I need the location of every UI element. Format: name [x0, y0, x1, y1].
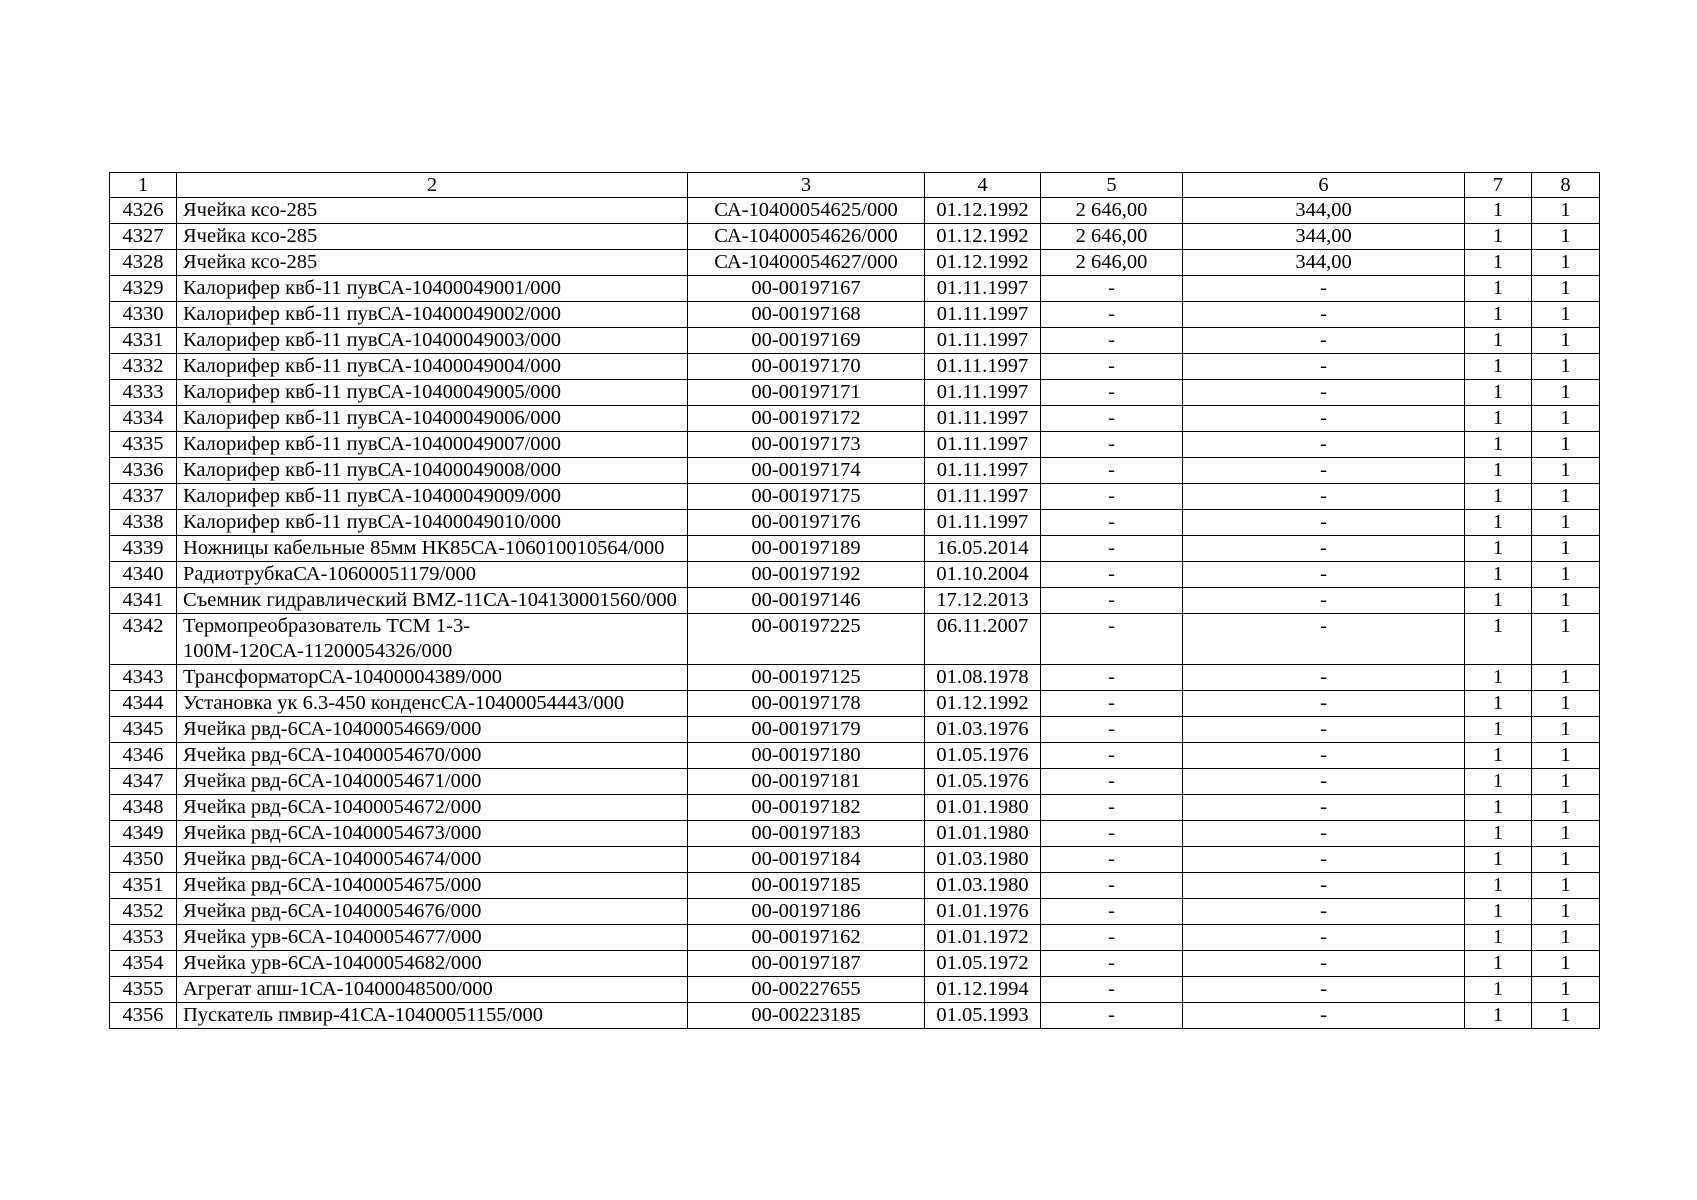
value-col8-cell: 1 — [1532, 743, 1600, 769]
item-name-cell: Ячейка рвд-6СА-10400054672/000 — [177, 795, 688, 821]
item-name-cell: Ножницы кабельные 85мм НК85СА-106010010564/000 — [177, 536, 688, 562]
row-number-cell: 4345 — [110, 717, 177, 743]
item-name-cell: Ячейка ксо-285 — [177, 224, 688, 250]
table-row — [110, 354, 1600, 380]
inventory-code-cell: 00-00197180 — [688, 743, 925, 769]
value-col5-cell: - — [1041, 1003, 1183, 1029]
value-col8-cell: 1 — [1532, 717, 1600, 743]
value-col8-cell: 1 — [1532, 977, 1600, 1003]
value-col7-cell: 1 — [1465, 717, 1532, 743]
value-col6-cell: - — [1183, 951, 1465, 977]
item-name-cell: Калорифер квб-11 пувСА-10400049006/000 — [177, 406, 688, 432]
item-name-cell: Калорифер квб-11 пувСА-10400049004/000 — [177, 354, 688, 380]
value-col8-cell: 1 — [1532, 795, 1600, 821]
item-name-cell: Калорифер квб-11 пувСА-10400049003/000 — [177, 328, 688, 354]
table-row — [110, 406, 1600, 432]
value-col7-cell: 1 — [1465, 977, 1532, 1003]
table-row — [110, 795, 1600, 821]
inventory-code-cell: 00-00197173 — [688, 432, 925, 458]
value-col7-cell: 1 — [1465, 665, 1532, 691]
value-col5-cell: - — [1041, 614, 1183, 665]
inventory-code-cell: 00-00197192 — [688, 562, 925, 588]
row-number-cell: 4352 — [110, 899, 177, 925]
value-col6-cell: - — [1183, 665, 1465, 691]
row-number-cell: 4349 — [110, 821, 177, 847]
row-number-cell: 4338 — [110, 510, 177, 536]
value-col7-cell: 1 — [1465, 691, 1532, 717]
inventory-code-cell: 00-00197189 — [688, 536, 925, 562]
inventory-code-cell: 00-00197171 — [688, 380, 925, 406]
inventory-code-cell: 00-00197174 — [688, 458, 925, 484]
table-row — [110, 588, 1600, 614]
value-col6-cell: - — [1183, 458, 1465, 484]
column-number: 6 — [1183, 173, 1465, 198]
inventory-code-cell: 00-00197168 — [688, 302, 925, 328]
value-col5-cell: - — [1041, 691, 1183, 717]
value-col6-cell: - — [1183, 536, 1465, 562]
value-col8-cell: 1 — [1532, 510, 1600, 536]
value-col7-cell: 1 — [1465, 743, 1532, 769]
row-number-cell: 4331 — [110, 328, 177, 354]
value-col7-cell: 1 — [1465, 562, 1532, 588]
date-cell: 01.11.1997 — [925, 484, 1041, 510]
value-col7-cell: 1 — [1465, 458, 1532, 484]
value-col6-cell: - — [1183, 380, 1465, 406]
table-row — [110, 250, 1600, 276]
value-col5-cell: - — [1041, 769, 1183, 795]
row-number-cell: 4337 — [110, 484, 177, 510]
date-cell: 01.03.1976 — [925, 717, 1041, 743]
inventory-code-cell: 00-00197185 — [688, 873, 925, 899]
date-cell: 01.11.1997 — [925, 406, 1041, 432]
inventory-code-cell: 00-00197182 — [688, 795, 925, 821]
table-row — [110, 717, 1600, 743]
value-col6-cell: - — [1183, 1003, 1465, 1029]
row-number-cell: 4351 — [110, 873, 177, 899]
value-col7-cell: 1 — [1465, 925, 1532, 951]
value-col6-cell: 344,00 — [1183, 224, 1465, 250]
value-col6-cell: - — [1183, 873, 1465, 899]
value-col5-cell: - — [1041, 276, 1183, 302]
value-col6-cell: - — [1183, 795, 1465, 821]
item-name-cell: Установка ук 6.3-450 конденсСА-10400054443/000 — [177, 691, 688, 717]
value-col7-cell: 1 — [1465, 769, 1532, 795]
inventory-code-cell: 00-00197175 — [688, 484, 925, 510]
date-cell: 01.10.2004 — [925, 562, 1041, 588]
item-name-cell: ТрансформаторСА-10400004389/000 — [177, 665, 688, 691]
value-col5-cell: - — [1041, 406, 1183, 432]
inventory-code-cell: 00-00197125 — [688, 665, 925, 691]
date-cell: 01.01.1972 — [925, 925, 1041, 951]
value-col8-cell: 1 — [1532, 821, 1600, 847]
inventory-code-cell: СА-10400054626/000 — [688, 224, 925, 250]
inventory-code-cell: 00-00197169 — [688, 328, 925, 354]
item-name-cell: Калорифер квб-11 пувСА-10400049005/000 — [177, 380, 688, 406]
value-col5-cell: - — [1041, 484, 1183, 510]
row-number-cell: 4354 — [110, 951, 177, 977]
inventory-code-cell: 00-00197187 — [688, 951, 925, 977]
date-cell: 01.11.1997 — [925, 510, 1041, 536]
value-col8-cell: 1 — [1532, 536, 1600, 562]
inventory-code-cell: 00-00197181 — [688, 769, 925, 795]
value-col6-cell: - — [1183, 432, 1465, 458]
inventory-code-cell: СА-10400054627/000 — [688, 250, 925, 276]
value-col5-cell: - — [1041, 847, 1183, 873]
value-col6-cell: - — [1183, 821, 1465, 847]
inventory-code-cell: 00-00197179 — [688, 717, 925, 743]
item-name-cell: Калорифер квб-11 пувСА-10400049009/000 — [177, 484, 688, 510]
value-col6-cell: - — [1183, 354, 1465, 380]
row-number-cell: 4343 — [110, 665, 177, 691]
table-row — [110, 951, 1600, 977]
value-col5-cell: - — [1041, 743, 1183, 769]
item-name-cell: Калорифер квб-11 пувСА-10400049010/000 — [177, 510, 688, 536]
row-number-cell: 4329 — [110, 276, 177, 302]
column-number: 5 — [1041, 173, 1183, 198]
column-number: 7 — [1465, 173, 1532, 198]
inventory-code-cell: 00-00197186 — [688, 899, 925, 925]
item-name-cell: Калорифер квб-11 пувСА-10400049002/000 — [177, 302, 688, 328]
value-col6-cell: - — [1183, 899, 1465, 925]
table-row — [110, 276, 1600, 302]
item-name-cell: Калорифер квб-11 пувСА-10400049008/000 — [177, 458, 688, 484]
value-col8-cell: 1 — [1532, 665, 1600, 691]
value-col7-cell: 1 — [1465, 588, 1532, 614]
value-col8-cell: 1 — [1532, 925, 1600, 951]
value-col8-cell: 1 — [1532, 406, 1600, 432]
item-name-cell: Агрегат апш-1СА-10400048500/000 — [177, 977, 688, 1003]
value-col8-cell: 1 — [1532, 951, 1600, 977]
item-name-cell: Калорифер квб-11 пувСА-10400049001/000 — [177, 276, 688, 302]
value-col7-cell: 1 — [1465, 873, 1532, 899]
row-number-cell: 4344 — [110, 691, 177, 717]
value-col8-cell: 1 — [1532, 224, 1600, 250]
table-row — [110, 224, 1600, 250]
table-row — [110, 484, 1600, 510]
row-number-cell: 4356 — [110, 1003, 177, 1029]
value-col5-cell: - — [1041, 354, 1183, 380]
value-col5-cell: 2 646,00 — [1041, 198, 1183, 224]
table-row — [110, 510, 1600, 536]
value-col6-cell: - — [1183, 925, 1465, 951]
row-number-cell: 4350 — [110, 847, 177, 873]
value-col6-cell: - — [1183, 614, 1465, 665]
value-col7-cell: 1 — [1465, 302, 1532, 328]
row-number-cell: 4330 — [110, 302, 177, 328]
value-col7-cell: 1 — [1465, 795, 1532, 821]
value-col5-cell: - — [1041, 380, 1183, 406]
value-col6-cell: - — [1183, 302, 1465, 328]
table-row — [110, 847, 1600, 873]
date-cell: 17.12.2013 — [925, 588, 1041, 614]
table-row — [110, 769, 1600, 795]
inventory-code-cell: 00-00197176 — [688, 510, 925, 536]
value-col7-cell: 1 — [1465, 328, 1532, 354]
table-row — [110, 691, 1600, 717]
table-row — [110, 665, 1600, 691]
table-body — [110, 173, 1600, 1029]
inventory-code-cell: 00-00197162 — [688, 925, 925, 951]
row-number-cell: 4340 — [110, 562, 177, 588]
value-col8-cell: 1 — [1532, 847, 1600, 873]
date-cell: 01.11.1997 — [925, 432, 1041, 458]
value-col7-cell: 1 — [1465, 847, 1532, 873]
value-col5-cell: - — [1041, 717, 1183, 743]
date-cell: 01.11.1997 — [925, 328, 1041, 354]
item-name-cell: Ячейка урв-6СА-10400054682/000 — [177, 951, 688, 977]
value-col6-cell: - — [1183, 562, 1465, 588]
item-name-cell: Ячейка рвд-6СА-10400054676/000 — [177, 899, 688, 925]
value-col8-cell: 1 — [1532, 562, 1600, 588]
value-col8-cell: 1 — [1532, 458, 1600, 484]
row-number-cell: 4348 — [110, 795, 177, 821]
date-cell: 01.03.1980 — [925, 847, 1041, 873]
table-row — [110, 328, 1600, 354]
row-number-cell: 4341 — [110, 588, 177, 614]
row-number-cell: 4326 — [110, 198, 177, 224]
item-name-cell: Ячейка ксо-285 — [177, 250, 688, 276]
date-cell: 01.11.1997 — [925, 302, 1041, 328]
item-name-cell: Съемник гидравлический BMZ-11СА-104130001560/000 — [177, 588, 688, 614]
inventory-code-cell: 00-00197184 — [688, 847, 925, 873]
value-col6-cell: - — [1183, 717, 1465, 743]
inventory-code-cell: 00-00197225 — [688, 614, 925, 665]
item-name-cell: Ячейка ксо-285 — [177, 198, 688, 224]
value-col8-cell: 1 — [1532, 691, 1600, 717]
row-number-cell: 4347 — [110, 769, 177, 795]
inventory-code-cell: 00-00197178 — [688, 691, 925, 717]
inventory-code-cell: 00-00227655 — [688, 977, 925, 1003]
item-name-cell: Ячейка рвд-6СА-10400054670/000 — [177, 743, 688, 769]
row-number-cell: 4342 — [110, 614, 177, 665]
item-name-cell: Ячейка урв-6СА-10400054677/000 — [177, 925, 688, 951]
date-cell: 06.11.2007 — [925, 614, 1041, 665]
value-col6-cell: 344,00 — [1183, 250, 1465, 276]
date-cell: 01.12.1994 — [925, 977, 1041, 1003]
value-col6-cell: - — [1183, 510, 1465, 536]
value-col8-cell: 1 — [1532, 354, 1600, 380]
value-col6-cell: - — [1183, 328, 1465, 354]
value-col8-cell: 1 — [1532, 250, 1600, 276]
column-number: 8 — [1532, 173, 1600, 198]
table-row — [110, 614, 1600, 665]
value-col7-cell: 1 — [1465, 224, 1532, 250]
table-row — [110, 380, 1600, 406]
row-number-cell: 4346 — [110, 743, 177, 769]
value-col7-cell: 1 — [1465, 951, 1532, 977]
inventory-code-cell: 00-00197172 — [688, 406, 925, 432]
inventory-table — [109, 172, 1600, 1029]
row-number-cell: 4333 — [110, 380, 177, 406]
date-cell: 01.01.1980 — [925, 821, 1041, 847]
value-col8-cell: 1 — [1532, 328, 1600, 354]
item-name-cell: Ячейка рвд-6СА-10400054671/000 — [177, 769, 688, 795]
value-col7-cell: 1 — [1465, 354, 1532, 380]
value-col5-cell: 2 646,00 — [1041, 250, 1183, 276]
row-number-cell: 4353 — [110, 925, 177, 951]
item-name-cell: РадиотрубкаСА-10600051179/000 — [177, 562, 688, 588]
value-col5-cell: - — [1041, 873, 1183, 899]
value-col7-cell: 1 — [1465, 614, 1532, 665]
value-col8-cell: 1 — [1532, 484, 1600, 510]
value-col8-cell: 1 — [1532, 873, 1600, 899]
inventory-code-cell: 00-00197167 — [688, 276, 925, 302]
value-col5-cell: - — [1041, 665, 1183, 691]
table-row — [110, 302, 1600, 328]
column-number: 2 — [177, 173, 688, 198]
inventory-code-cell: 00-00223185 — [688, 1003, 925, 1029]
date-cell: 01.01.1980 — [925, 795, 1041, 821]
value-col8-cell: 1 — [1532, 614, 1600, 665]
value-col5-cell: 2 646,00 — [1041, 224, 1183, 250]
item-name-cell: Ячейка рвд-6СА-10400054675/000 — [177, 873, 688, 899]
value-col5-cell: - — [1041, 899, 1183, 925]
value-col6-cell: - — [1183, 588, 1465, 614]
value-col8-cell: 1 — [1532, 588, 1600, 614]
item-name-cell: Ячейка рвд-6СА-10400054673/000 — [177, 821, 688, 847]
item-name-cell: Пускатель пмвир-41СА-10400051155/000 — [177, 1003, 688, 1029]
table-row — [110, 925, 1600, 951]
table-row — [110, 1003, 1600, 1029]
item-name-cell: Термопреобразователь ТСМ 1-3-100М-120СА-11200054326/000 — [177, 614, 688, 665]
table-row — [110, 562, 1600, 588]
value-col6-cell: - — [1183, 977, 1465, 1003]
row-number-cell: 4327 — [110, 224, 177, 250]
date-cell: 01.03.1980 — [925, 873, 1041, 899]
value-col7-cell: 1 — [1465, 198, 1532, 224]
value-col8-cell: 1 — [1532, 432, 1600, 458]
value-col5-cell: - — [1041, 821, 1183, 847]
value-col6-cell: - — [1183, 769, 1465, 795]
value-col6-cell: - — [1183, 484, 1465, 510]
value-col7-cell: 1 — [1465, 510, 1532, 536]
date-cell: 01.11.1997 — [925, 276, 1041, 302]
value-col5-cell: - — [1041, 588, 1183, 614]
value-col7-cell: 1 — [1465, 484, 1532, 510]
value-col7-cell: 1 — [1465, 899, 1532, 925]
value-col7-cell: 1 — [1465, 536, 1532, 562]
value-col8-cell: 1 — [1532, 769, 1600, 795]
row-number-cell: 4328 — [110, 250, 177, 276]
value-col5-cell: - — [1041, 328, 1183, 354]
value-col6-cell: 344,00 — [1183, 198, 1465, 224]
value-col7-cell: 1 — [1465, 1003, 1532, 1029]
date-cell: 01.08.1978 — [925, 665, 1041, 691]
value-col6-cell: - — [1183, 847, 1465, 873]
value-col8-cell: 1 — [1532, 302, 1600, 328]
table-row — [110, 536, 1600, 562]
date-cell: 01.12.1992 — [925, 691, 1041, 717]
inventory-code-cell: СА-10400054625/000 — [688, 198, 925, 224]
value-col5-cell: - — [1041, 951, 1183, 977]
table-row — [110, 873, 1600, 899]
column-number: 3 — [688, 173, 925, 198]
value-col5-cell: - — [1041, 458, 1183, 484]
date-cell: 01.12.1992 — [925, 198, 1041, 224]
value-col5-cell: - — [1041, 977, 1183, 1003]
value-col8-cell: 1 — [1532, 198, 1600, 224]
value-col8-cell: 1 — [1532, 899, 1600, 925]
value-col6-cell: - — [1183, 691, 1465, 717]
date-cell: 16.05.2014 — [925, 536, 1041, 562]
inventory-code-cell: 00-00197183 — [688, 821, 925, 847]
date-cell: 01.11.1997 — [925, 458, 1041, 484]
value-col5-cell: - — [1041, 536, 1183, 562]
date-cell: 01.11.1997 — [925, 380, 1041, 406]
row-number-cell: 4355 — [110, 977, 177, 1003]
row-number-cell: 4334 — [110, 406, 177, 432]
value-col7-cell: 1 — [1465, 406, 1532, 432]
value-col7-cell: 1 — [1465, 821, 1532, 847]
date-cell: 01.05.1993 — [925, 1003, 1041, 1029]
row-number-cell: 4332 — [110, 354, 177, 380]
column-number-row — [110, 173, 1600, 198]
row-number-cell: 4339 — [110, 536, 177, 562]
value-col5-cell: - — [1041, 432, 1183, 458]
item-name-cell: Ячейка рвд-6СА-10400054674/000 — [177, 847, 688, 873]
table-row — [110, 458, 1600, 484]
value-col6-cell: - — [1183, 276, 1465, 302]
value-col7-cell: 1 — [1465, 276, 1532, 302]
value-col8-cell: 1 — [1532, 380, 1600, 406]
table-row — [110, 432, 1600, 458]
table-row — [110, 743, 1600, 769]
value-col6-cell: - — [1183, 406, 1465, 432]
value-col7-cell: 1 — [1465, 432, 1532, 458]
date-cell: 01.12.1992 — [925, 224, 1041, 250]
date-cell: 01.05.1976 — [925, 769, 1041, 795]
value-col5-cell: - — [1041, 302, 1183, 328]
value-col7-cell: 1 — [1465, 380, 1532, 406]
inventory-code-cell: 00-00197146 — [688, 588, 925, 614]
value-col5-cell: - — [1041, 925, 1183, 951]
value-col7-cell: 1 — [1465, 250, 1532, 276]
column-number: 1 — [110, 173, 177, 198]
value-col5-cell: - — [1041, 562, 1183, 588]
row-number-cell: 4335 — [110, 432, 177, 458]
date-cell: 01.05.1976 — [925, 743, 1041, 769]
table-row — [110, 977, 1600, 1003]
table-row — [110, 198, 1600, 224]
value-col5-cell: - — [1041, 510, 1183, 536]
inventory-code-cell: 00-00197170 — [688, 354, 925, 380]
value-col8-cell: 1 — [1532, 276, 1600, 302]
table-row — [110, 821, 1600, 847]
date-cell: 01.11.1997 — [925, 354, 1041, 380]
value-col8-cell: 1 — [1532, 1003, 1600, 1029]
row-number-cell: 4336 — [110, 458, 177, 484]
date-cell: 01.05.1972 — [925, 951, 1041, 977]
item-name-cell: Калорифер квб-11 пувСА-10400049007/000 — [177, 432, 688, 458]
value-col6-cell: - — [1183, 743, 1465, 769]
date-cell: 01.01.1976 — [925, 899, 1041, 925]
column-number: 4 — [925, 173, 1041, 198]
table-row — [110, 899, 1600, 925]
item-name-cell: Ячейка рвд-6СА-10400054669/000 — [177, 717, 688, 743]
value-col5-cell: - — [1041, 795, 1183, 821]
date-cell: 01.12.1992 — [925, 250, 1041, 276]
